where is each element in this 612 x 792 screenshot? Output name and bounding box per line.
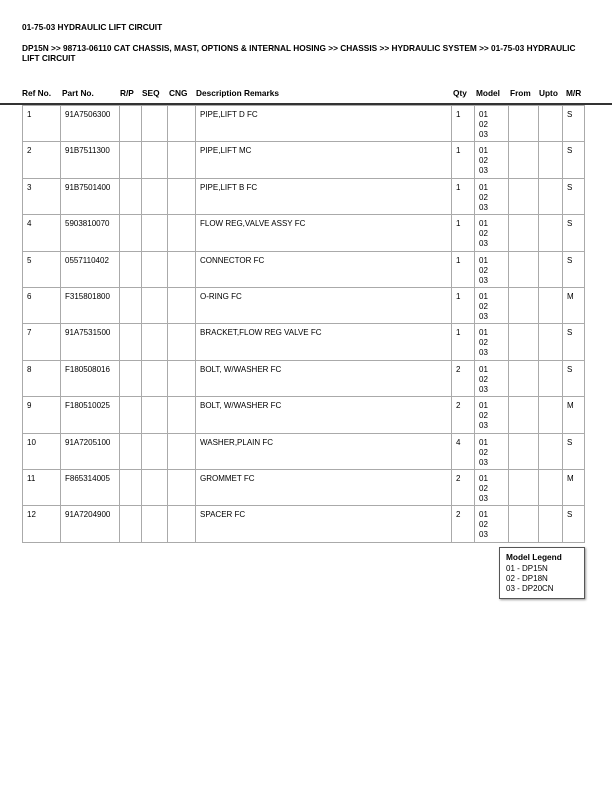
- description-cell: GROMMET FC: [196, 469, 452, 505]
- rp-cell: [120, 397, 142, 433]
- seq-cell: [142, 106, 168, 142]
- model-cell: [475, 287, 509, 323]
- qty-cell: 2: [452, 397, 475, 433]
- legend-item: 03 - DP20CN: [506, 584, 554, 593]
- description-cell: CONNECTOR FC: [196, 251, 452, 287]
- qty-cell: 1: [452, 215, 475, 251]
- model-code: 02: [479, 120, 488, 129]
- from-cell: [509, 360, 539, 396]
- from-cell: [509, 397, 539, 433]
- table-row: [23, 324, 585, 360]
- seq-cell: [142, 215, 168, 251]
- col-header-ref: Ref No.: [22, 88, 52, 98]
- mr-cell: S: [563, 251, 585, 287]
- model-code: 03: [479, 493, 488, 503]
- ref-cell: 10: [23, 433, 61, 469]
- table-row: [23, 106, 585, 142]
- ref-cell: 2: [23, 142, 61, 178]
- model-cell: [475, 397, 509, 433]
- part-no-cell: 91A7506300: [61, 106, 120, 142]
- seq-cell: [142, 469, 168, 505]
- model-code: 03: [479, 311, 488, 321]
- upto-cell: [539, 506, 563, 542]
- cng-cell: [168, 433, 196, 469]
- cng-cell: [168, 469, 196, 505]
- col-header-upto: Upto: [539, 88, 558, 98]
- model-code: 02: [479, 411, 488, 421]
- ref-cell: 5: [23, 251, 61, 287]
- ref-cell: 7: [23, 324, 61, 360]
- rp-cell: [120, 360, 142, 396]
- qty-cell: 1: [452, 251, 475, 287]
- ref-cell: 11: [23, 469, 61, 505]
- description-cell: PIPE,LIFT B FC: [196, 178, 452, 214]
- from-cell: [509, 106, 539, 142]
- model-code: 02: [479, 520, 488, 530]
- col-header-qty: Qty: [453, 88, 467, 98]
- model-code: 02: [479, 338, 488, 348]
- mr-cell: M: [563, 287, 585, 323]
- model-code: 03: [479, 530, 488, 540]
- part-no-cell: 5903810070: [61, 215, 120, 251]
- col-header-mr: M/R: [566, 88, 582, 98]
- upto-cell: [539, 469, 563, 505]
- model-code: 01: [479, 182, 488, 192]
- upto-cell: [539, 106, 563, 142]
- cng-cell: [168, 251, 196, 287]
- model-code: 03: [479, 275, 488, 285]
- description-cell: BRACKET,FLOW REG VALVE FC: [196, 324, 452, 360]
- model-code: 02: [479, 301, 488, 311]
- mr-cell: S: [563, 215, 585, 251]
- description-cell: PIPE,LIFT MC: [196, 142, 452, 178]
- model-code: 02: [479, 156, 488, 166]
- model-cell: [475, 506, 509, 542]
- cng-cell: [168, 506, 196, 542]
- model-code: 01: [479, 291, 488, 301]
- model-cell: [475, 178, 509, 214]
- model-code: 01: [479, 401, 488, 411]
- from-cell: [509, 324, 539, 360]
- part-no-cell: F180508016: [61, 360, 120, 396]
- description-cell: BOLT, W/WASHER FC: [196, 360, 452, 396]
- model-legend: [499, 547, 585, 599]
- upto-cell: [539, 287, 563, 323]
- model-code: 02: [479, 374, 488, 384]
- table-row: [23, 287, 585, 323]
- legend-item: 01 - DP15N: [506, 564, 548, 573]
- part-no-cell: 91A7204900: [61, 506, 120, 542]
- description-cell: O-RING FC: [196, 287, 452, 323]
- model-cell: [475, 142, 509, 178]
- model-code: 03: [479, 348, 488, 358]
- model-cell: [475, 360, 509, 396]
- description-cell: BOLT, W/WASHER FC: [196, 397, 452, 433]
- table-row: [23, 469, 585, 505]
- model-cell: [475, 324, 509, 360]
- model-code: 02: [479, 229, 488, 239]
- table-row: [23, 215, 585, 251]
- from-cell: [509, 469, 539, 505]
- rp-cell: [120, 178, 142, 214]
- rp-cell: [120, 106, 142, 142]
- col-header-seq: SEQ: [142, 88, 160, 98]
- upto-cell: [539, 360, 563, 396]
- model-code: 01: [479, 255, 488, 265]
- seq-cell: [142, 433, 168, 469]
- from-cell: [509, 433, 539, 469]
- model-code: 03: [479, 384, 488, 394]
- mr-cell: S: [563, 360, 585, 396]
- model-cell: [475, 215, 509, 251]
- model-code: 02: [479, 447, 488, 457]
- upto-cell: [539, 397, 563, 433]
- part-no-cell: F865314005: [61, 469, 120, 505]
- ref-cell: 6: [23, 287, 61, 323]
- rp-cell: [120, 215, 142, 251]
- ref-cell: 8: [23, 360, 61, 396]
- table-row: [23, 178, 585, 214]
- cng-cell: [168, 287, 196, 323]
- mr-cell: S: [563, 178, 585, 214]
- rp-cell: [120, 142, 142, 178]
- model-code: 01: [479, 510, 488, 520]
- part-no-cell: F180510025: [61, 397, 120, 433]
- mr-cell: S: [563, 324, 585, 360]
- upto-cell: [539, 178, 563, 214]
- table-row: [23, 251, 585, 287]
- table-row: [23, 433, 585, 469]
- ref-cell: 1: [23, 106, 61, 142]
- from-cell: [509, 178, 539, 214]
- cng-cell: [168, 178, 196, 214]
- model-cell: [475, 106, 509, 142]
- model-code: 01: [479, 473, 488, 483]
- col-header-model: Model: [476, 88, 500, 98]
- part-no-cell: 91B7501400: [61, 178, 120, 214]
- model-cell: [475, 469, 509, 505]
- ref-cell: 12: [23, 506, 61, 542]
- model-cell: [475, 251, 509, 287]
- model-code: 02: [479, 483, 488, 493]
- part-no-cell: 0557110402: [61, 251, 120, 287]
- description-cell: WASHER,PLAIN FC: [196, 433, 452, 469]
- parts-table: [22, 105, 585, 543]
- parts-table-body: [23, 106, 585, 543]
- model-code: 01: [479, 219, 488, 229]
- rp-cell: [120, 469, 142, 505]
- seq-cell: [142, 178, 168, 214]
- model-code: 01: [479, 110, 488, 119]
- model-cell: [475, 433, 509, 469]
- col-header-part: Part No.: [62, 88, 94, 98]
- mr-cell: M: [563, 397, 585, 433]
- description-cell: FLOW REG,VALVE ASSY FC: [196, 215, 452, 251]
- mr-cell: M: [563, 469, 585, 505]
- model-code: 03: [479, 202, 488, 212]
- part-no-cell: 91B7511300: [61, 142, 120, 178]
- upto-cell: [539, 433, 563, 469]
- rp-cell: [120, 251, 142, 287]
- upto-cell: [539, 251, 563, 287]
- rp-cell: [120, 506, 142, 542]
- model-code: 02: [479, 265, 488, 275]
- col-header-cng: CNG: [169, 88, 188, 98]
- cng-cell: [168, 215, 196, 251]
- seq-cell: [142, 506, 168, 542]
- rp-cell: [120, 324, 142, 360]
- qty-cell: 2: [452, 360, 475, 396]
- from-cell: [509, 287, 539, 323]
- cng-cell: [168, 324, 196, 360]
- model-legend-title: Model Legend: [506, 552, 562, 562]
- table-row: [23, 360, 585, 396]
- qty-cell: 1: [452, 324, 475, 360]
- cng-cell: [168, 106, 196, 142]
- qty-cell: 4: [452, 433, 475, 469]
- table-row: [23, 506, 585, 542]
- model-code: 02: [479, 192, 488, 202]
- legend-item: 02 - DP18N: [506, 574, 548, 583]
- upto-cell: [539, 215, 563, 251]
- model-code: 03: [479, 166, 488, 176]
- seq-cell: [142, 360, 168, 396]
- description-cell: SPACER FC: [196, 506, 452, 542]
- model-code: 01: [479, 364, 488, 374]
- mr-cell: S: [563, 142, 585, 178]
- col-header-from: From: [510, 88, 531, 98]
- col-header-rp: R/P: [120, 88, 134, 98]
- cng-cell: [168, 360, 196, 396]
- cng-cell: [168, 142, 196, 178]
- model-code: 03: [479, 130, 488, 139]
- breadcrumb: DP15N >> 98713-06110 CAT CHASSIS, MAST, OPTIONS & INTERNAL HOSING >> CHASSIS >> HYDRAULIC SYSTEM >> 01-75-03 HYDRAULIC LIFT CIRCUIT: [22, 43, 576, 63]
- part-no-cell: 91A7531500: [61, 324, 120, 360]
- ref-cell: 9: [23, 397, 61, 433]
- from-cell: [509, 506, 539, 542]
- part-no-cell: 91A7205100: [61, 433, 120, 469]
- mr-cell: S: [563, 106, 585, 142]
- rp-cell: [120, 287, 142, 323]
- seq-cell: [142, 287, 168, 323]
- model-code: 01: [479, 146, 488, 156]
- from-cell: [509, 215, 539, 251]
- from-cell: [509, 251, 539, 287]
- upto-cell: [539, 324, 563, 360]
- seq-cell: [142, 397, 168, 433]
- col-header-desc: Description Remarks: [196, 88, 280, 98]
- table-row: [23, 142, 585, 178]
- seq-cell: [142, 142, 168, 178]
- ref-cell: 4: [23, 215, 61, 251]
- model-code: 01: [479, 328, 488, 338]
- cng-cell: [168, 397, 196, 433]
- ref-cell: 3: [23, 178, 61, 214]
- mr-cell: S: [563, 433, 585, 469]
- part-no-cell: F315801800: [61, 287, 120, 323]
- model-code: 03: [479, 457, 488, 467]
- table-row: [23, 397, 585, 433]
- qty-cell: 1: [452, 106, 475, 142]
- page-title: 01-75-03 HYDRAULIC LIFT CIRCUIT: [22, 22, 163, 32]
- qty-cell: 2: [452, 469, 475, 505]
- seq-cell: [142, 324, 168, 360]
- description-cell: PIPE,LIFT D FC: [196, 106, 452, 142]
- model-code: 01: [479, 437, 488, 447]
- qty-cell: 1: [452, 142, 475, 178]
- seq-cell: [142, 251, 168, 287]
- from-cell: [509, 142, 539, 178]
- qty-cell: 2: [452, 506, 475, 542]
- mr-cell: S: [563, 506, 585, 542]
- rp-cell: [120, 433, 142, 469]
- model-code: 03: [479, 421, 488, 431]
- qty-cell: 1: [452, 287, 475, 323]
- upto-cell: [539, 142, 563, 178]
- qty-cell: 1: [452, 178, 475, 214]
- model-code: 03: [479, 239, 488, 249]
